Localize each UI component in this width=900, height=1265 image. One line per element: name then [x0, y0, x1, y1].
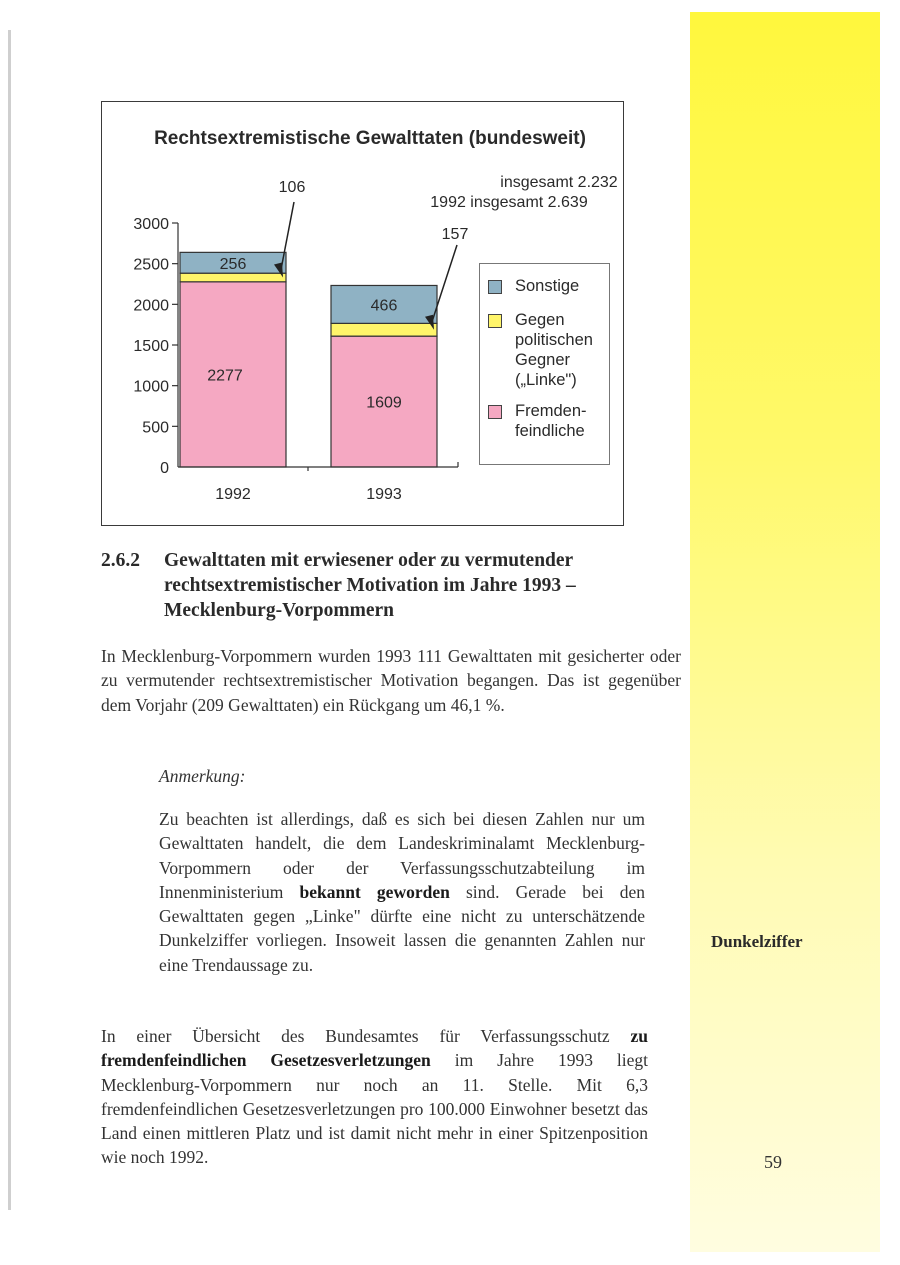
note-text-a: Zu beachten ist allerdings, daß es sich bei diesen Zahlen nur um Gewalttaten handelt, die dem Landeskriminalamt Mecklenburg-Vorpommern oder der Verfassungsschutzabteilung im Innenministerium	[159, 809, 645, 902]
bar-segment	[180, 273, 286, 282]
ranking-text-a: In einer Übersicht des Bundesamtes für Verfassungsschutz	[101, 1026, 631, 1046]
annotation-total-1993: insgesamt 2.232	[500, 174, 618, 191]
legend-swatch-sonstige	[488, 280, 502, 294]
margin-keyword: Dunkelziffer	[711, 932, 803, 951]
x-tick-label: 1992	[215, 486, 251, 503]
y-tick-label: 1500	[133, 338, 169, 355]
y-tick-label: 3000	[133, 216, 169, 233]
note-text-bold: bekannt geworden	[299, 881, 450, 902]
y-tick-label: 2500	[133, 256, 169, 274]
legend-label-gegen-politischen-gegner: Gegen politischen Gegner („Linke")	[515, 311, 593, 389]
paragraph-intro: In Mecklenburg-Vorpommern wurden 1993 111 Gewalttaten mit gesicherter oder zu vermutender rechtsextremistischer Motivation begangen. Das ist gegenüber dem Vorjahr (209 Gewalttaten) ein Rückgang um 46,1 %.	[101, 646, 681, 715]
legend-label-fremdenfeindliche: Fremden-feindliche	[515, 402, 587, 440]
bar-value-label: 1609	[366, 394, 402, 412]
bar-value-label: 256	[219, 255, 247, 273]
section-title: Gewalttaten mit erwiesener oder zu vermutender rechtsextremistischer Motivation im Jahre 1993 – Mecklenburg-Vorpommern	[164, 550, 576, 621]
paragraph-ranking	[101, 1024, 648, 1170]
bar-value-label: 466	[370, 297, 398, 315]
chart-title: Rechtsextremistische Gewalttaten (bundesweit)	[154, 128, 586, 149]
chart-panel	[101, 101, 624, 526]
y-tick-label: 0	[160, 460, 169, 477]
y-tick-label: 2000	[133, 297, 169, 315]
y-tick-label: 1000	[133, 378, 169, 396]
legend-swatch-fremdenfeindliche	[488, 405, 502, 419]
x-axis	[178, 462, 458, 503]
note-label: Anmerkung:	[159, 766, 246, 786]
legend-swatch-gegen-politischen-gegner	[488, 314, 502, 328]
page-number: 59	[764, 1152, 782, 1172]
ranking-text-b: im Jahre 1993 liegt Mecklenburg-Vorpommern nur noch an 11. Stelle. Mit 6,3 fremdenfeindlichen Gesetzesverletzungen pro 100.000 Einwohner besetzt das Land einen mittleren Platz und ist damit nicht mehr in einer Spitzenposition wie noch 1992.	[101, 1050, 648, 1168]
paragraph-note	[159, 807, 645, 977]
bars	[180, 252, 437, 467]
scan-edge-mark	[8, 30, 11, 1210]
legend-label-sonstige: Sonstige	[515, 277, 580, 295]
callout-line	[432, 245, 457, 322]
note-text-b: sind. Gerade bei den Gewalttaten gegen „Linke" dürfte eine nicht zu unterschätzende Dunkelziffer vorliegen. Insoweit lassen die genannten Zahlen nur eine Trendaussage zu.	[159, 881, 645, 975]
y-axis	[133, 216, 178, 477]
y-tick-label: 500	[142, 419, 169, 437]
callout-label-1993: 157	[441, 226, 469, 243]
margin-highlight-band	[690, 12, 880, 1252]
callout-label-1992: 106	[278, 179, 306, 196]
ranking-text-bold: zu fremdenfeindlichen Gesetzesverletzungen	[101, 1026, 648, 1071]
x-tick-label: 1993	[366, 486, 402, 503]
chart-legend	[479, 263, 610, 465]
bar-segment	[331, 323, 437, 336]
bar-value-label: 2277	[207, 367, 243, 385]
callout-line	[281, 202, 294, 269]
annotation-total-1992: 1992 insgesamt 2.639	[430, 194, 588, 211]
section-number: 2.6.2	[101, 550, 140, 571]
